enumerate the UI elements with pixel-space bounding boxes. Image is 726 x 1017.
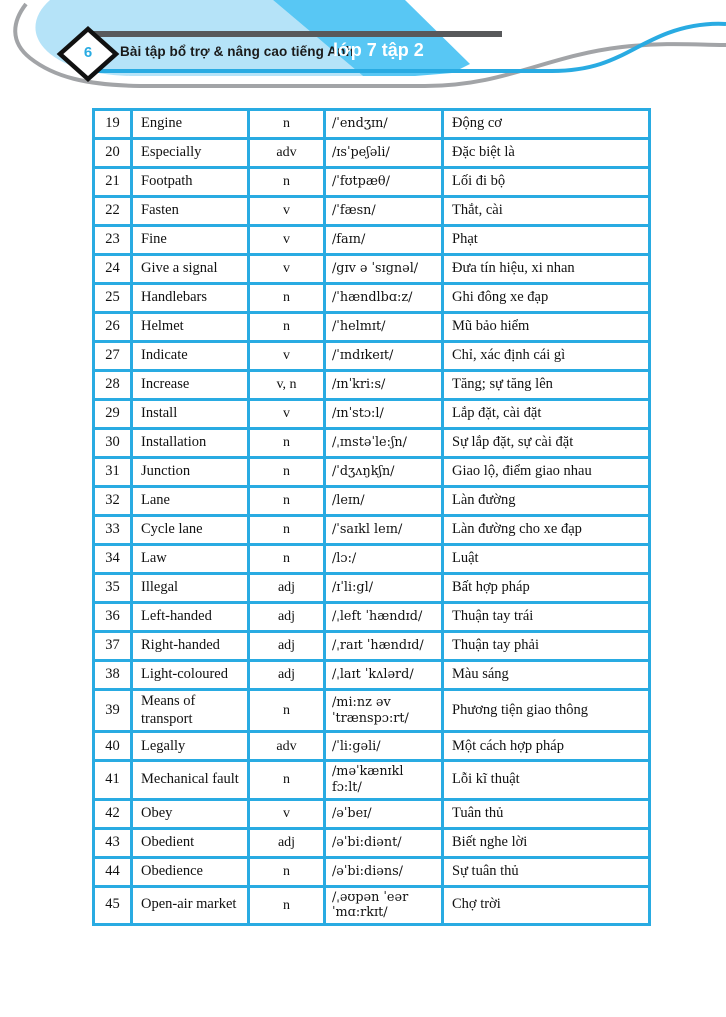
cell-meaning: Giao lộ, điểm giao nhau [443, 458, 650, 487]
cell-pron: /ˈsaɪkl leɪn/ [325, 516, 443, 545]
cell-meaning: Làn đường [443, 487, 650, 516]
cell-no: 40 [94, 732, 132, 761]
cell-word: Install [132, 400, 249, 429]
cell-pos: n [249, 516, 325, 545]
cell-pos: n [249, 690, 325, 732]
cell-pron: /ˈfʊtpæθ/ [325, 168, 443, 197]
cell-no: 41 [94, 761, 132, 799]
cell-meaning: Màu sáng [443, 661, 650, 690]
cell-meaning: Mũ bảo hiểm [443, 313, 650, 342]
cell-word: Obedience [132, 857, 249, 886]
cell-pos: n [249, 545, 325, 574]
table-row [94, 371, 650, 400]
table-row [94, 545, 650, 574]
cell-word: Helmet [132, 313, 249, 342]
cell-meaning: Sự tuân thủ [443, 857, 650, 886]
cell-meaning: Bất hợp pháp [443, 574, 650, 603]
cell-meaning: Lỗi kĩ thuật [443, 761, 650, 799]
cell-pron: /ɪnˈstɔ:l/ [325, 400, 443, 429]
cell-meaning: Lắp đặt, cài đặt [443, 400, 650, 429]
cell-pos: adj [249, 828, 325, 857]
cell-pos: n [249, 857, 325, 886]
cell-pron: /ɪsˈpeʃəli/ [325, 139, 443, 168]
cell-pos: adv [249, 139, 325, 168]
cell-no: 38 [94, 661, 132, 690]
cell-word: Fine [132, 226, 249, 255]
table-row [94, 632, 650, 661]
cell-no: 27 [94, 342, 132, 371]
cell-pos: v [249, 226, 325, 255]
cell-word: Mechanical fault [132, 761, 249, 799]
table-row [94, 284, 650, 313]
cell-meaning: Chỉ, xác định cái gì [443, 342, 650, 371]
cell-pos: adj [249, 574, 325, 603]
table-row [94, 516, 650, 545]
cell-no: 24 [94, 255, 132, 284]
cell-word: Junction [132, 458, 249, 487]
cell-word: Footpath [132, 168, 249, 197]
cell-pos: n [249, 458, 325, 487]
table-row [94, 429, 650, 458]
cell-word: Light-coloured [132, 661, 249, 690]
cell-pron: /ˈli:gəli/ [325, 732, 443, 761]
cell-meaning: Biết nghe lời [443, 828, 650, 857]
cell-word: Left-handed [132, 603, 249, 632]
table-row [94, 139, 650, 168]
cell-meaning: Làn đường cho xe đạp [443, 516, 650, 545]
cell-no: 45 [94, 886, 132, 924]
cell-pron: /ˈendʒɪn/ [325, 110, 443, 139]
cell-pos: n [249, 110, 325, 139]
cell-word: Indicate [132, 342, 249, 371]
cell-word: Installation [132, 429, 249, 458]
cell-no: 19 [94, 110, 132, 139]
table-row [94, 487, 650, 516]
cell-pos: v [249, 197, 325, 226]
cell-no: 23 [94, 226, 132, 255]
cell-no: 35 [94, 574, 132, 603]
cell-meaning: Thuận tay trái [443, 603, 650, 632]
cell-pron: /ˌleft ˈhændɪd/ [325, 603, 443, 632]
cell-pos: v [249, 799, 325, 828]
cell-no: 22 [94, 197, 132, 226]
cell-no: 44 [94, 857, 132, 886]
cell-meaning: Thuận tay phải [443, 632, 650, 661]
table-row [94, 255, 650, 284]
table-row [94, 603, 650, 632]
cell-meaning: Chợ trời [443, 886, 650, 924]
cell-meaning: Động cơ [443, 110, 650, 139]
cell-pron: /ˈfæsn/ [325, 197, 443, 226]
table-row [94, 886, 650, 924]
cell-no: 20 [94, 139, 132, 168]
cell-word: Engine [132, 110, 249, 139]
cell-word: Illegal [132, 574, 249, 603]
cell-pron: /ɪnˈkri:s/ [325, 371, 443, 400]
cell-pron: /əˈbeɪ/ [325, 799, 443, 828]
cell-pron: /faɪn/ [325, 226, 443, 255]
cell-meaning: Đặc biệt là [443, 139, 650, 168]
cell-no: 21 [94, 168, 132, 197]
cell-no: 25 [94, 284, 132, 313]
cell-meaning: Ghi đông xe đạp [443, 284, 650, 313]
table-row [94, 342, 650, 371]
cell-pron: /ˈɪndɪkeɪt/ [325, 342, 443, 371]
cell-word: Obedient [132, 828, 249, 857]
cell-pos: v [249, 400, 325, 429]
cell-meaning: Lối đi bộ [443, 168, 650, 197]
cell-no: 32 [94, 487, 132, 516]
cell-no: 31 [94, 458, 132, 487]
table-row [94, 828, 650, 857]
table-row [94, 458, 650, 487]
cell-pron: /ɪˈli:gl/ [325, 574, 443, 603]
cell-no: 36 [94, 603, 132, 632]
cell-pron: /ˈhelmɪt/ [325, 313, 443, 342]
cell-pos: n [249, 168, 325, 197]
cell-meaning: Tăng; sự tăng lên [443, 371, 650, 400]
table-row [94, 226, 650, 255]
cell-pos: n [249, 284, 325, 313]
vocabulary-table [92, 108, 651, 926]
cell-no: 28 [94, 371, 132, 400]
cell-word: Cycle lane [132, 516, 249, 545]
cell-word: Especially [132, 139, 249, 168]
table-row [94, 857, 650, 886]
cell-pron: /məˈkænɪkl fɔ:lt/ [325, 761, 443, 799]
page-number-badge: 6 [83, 44, 93, 61]
cell-no: 37 [94, 632, 132, 661]
cell-no: 29 [94, 400, 132, 429]
table-row [94, 690, 650, 732]
cell-pron: /lɔ:/ [325, 545, 443, 574]
cell-pron: /ˌɪnstəˈle:ʃn/ [325, 429, 443, 458]
cell-meaning: Thắt, cài [443, 197, 650, 226]
cell-pos: adv [249, 732, 325, 761]
cell-no: 30 [94, 429, 132, 458]
cell-meaning: Đưa tín hiệu, xi nhan [443, 255, 650, 284]
cell-pos: v [249, 255, 325, 284]
cell-no: 26 [94, 313, 132, 342]
cell-no: 33 [94, 516, 132, 545]
cell-word: Fasten [132, 197, 249, 226]
cell-no: 34 [94, 545, 132, 574]
cell-pos: adj [249, 632, 325, 661]
cell-pron: /ˌəʊpən ˈeər ˈmɑ:rkɪt/ [325, 886, 443, 924]
table-row [94, 761, 650, 799]
cell-meaning: Luật [443, 545, 650, 574]
table-row [94, 400, 650, 429]
cell-word: Give a signal [132, 255, 249, 284]
cell-word: Right-handed [132, 632, 249, 661]
cell-pos: n [249, 313, 325, 342]
cell-pos: v [249, 342, 325, 371]
cell-meaning: Sự lắp đặt, sự cài đặt [443, 429, 650, 458]
cell-pos: adj [249, 603, 325, 632]
cell-pos: n [249, 487, 325, 516]
cell-meaning: Phương tiện giao thông [443, 690, 650, 732]
page-header-banner [0, 0, 726, 100]
cell-pos: adj [249, 661, 325, 690]
cell-no: 43 [94, 828, 132, 857]
cell-word: Open-air market [132, 886, 249, 924]
cell-word: Means of transport [132, 690, 249, 732]
cell-pos: n [249, 886, 325, 924]
table-row [94, 661, 650, 690]
dark-header-bar [82, 31, 502, 37]
cell-pron: /leɪn/ [325, 487, 443, 516]
table-row [94, 168, 650, 197]
cell-pron: /gɪv ə ˈsɪgnəl/ [325, 255, 443, 284]
cell-word: Lane [132, 487, 249, 516]
cell-word: Increase [132, 371, 249, 400]
cell-pos: n [249, 761, 325, 799]
cell-pron: /ˈhændlbɑ:z/ [325, 284, 443, 313]
cell-no: 39 [94, 690, 132, 732]
table-row [94, 799, 650, 828]
book-title: Bài tập bổ trợ & nâng cao tiếng Anh [120, 44, 354, 59]
cell-pron: /əˈbi:diənt/ [325, 828, 443, 857]
cell-word: Obey [132, 799, 249, 828]
cell-word: Law [132, 545, 249, 574]
cell-meaning: Tuân thủ [443, 799, 650, 828]
cell-pos: v, n [249, 371, 325, 400]
table-row [94, 574, 650, 603]
cell-no: 42 [94, 799, 132, 828]
cell-word: Legally [132, 732, 249, 761]
cell-pron: /əˈbi:diəns/ [325, 857, 443, 886]
table-row [94, 110, 650, 139]
cell-meaning: Phạt [443, 226, 650, 255]
table-row [94, 197, 650, 226]
cell-pron: /mi:nz əv ˈtrænspɔ:rt/ [325, 690, 443, 732]
table-row [94, 732, 650, 761]
cell-pron: /ˌraɪt ˈhændɪd/ [325, 632, 443, 661]
cell-pron: /ˌlaɪt ˈkʌlərd/ [325, 661, 443, 690]
cell-meaning: Một cách hợp pháp [443, 732, 650, 761]
cell-word: Handlebars [132, 284, 249, 313]
table-row [94, 313, 650, 342]
cell-pron: /ˈdʒʌŋkʃn/ [325, 458, 443, 487]
book-subtitle: lớp 7 tập 2 [333, 40, 424, 60]
cell-pos: n [249, 429, 325, 458]
